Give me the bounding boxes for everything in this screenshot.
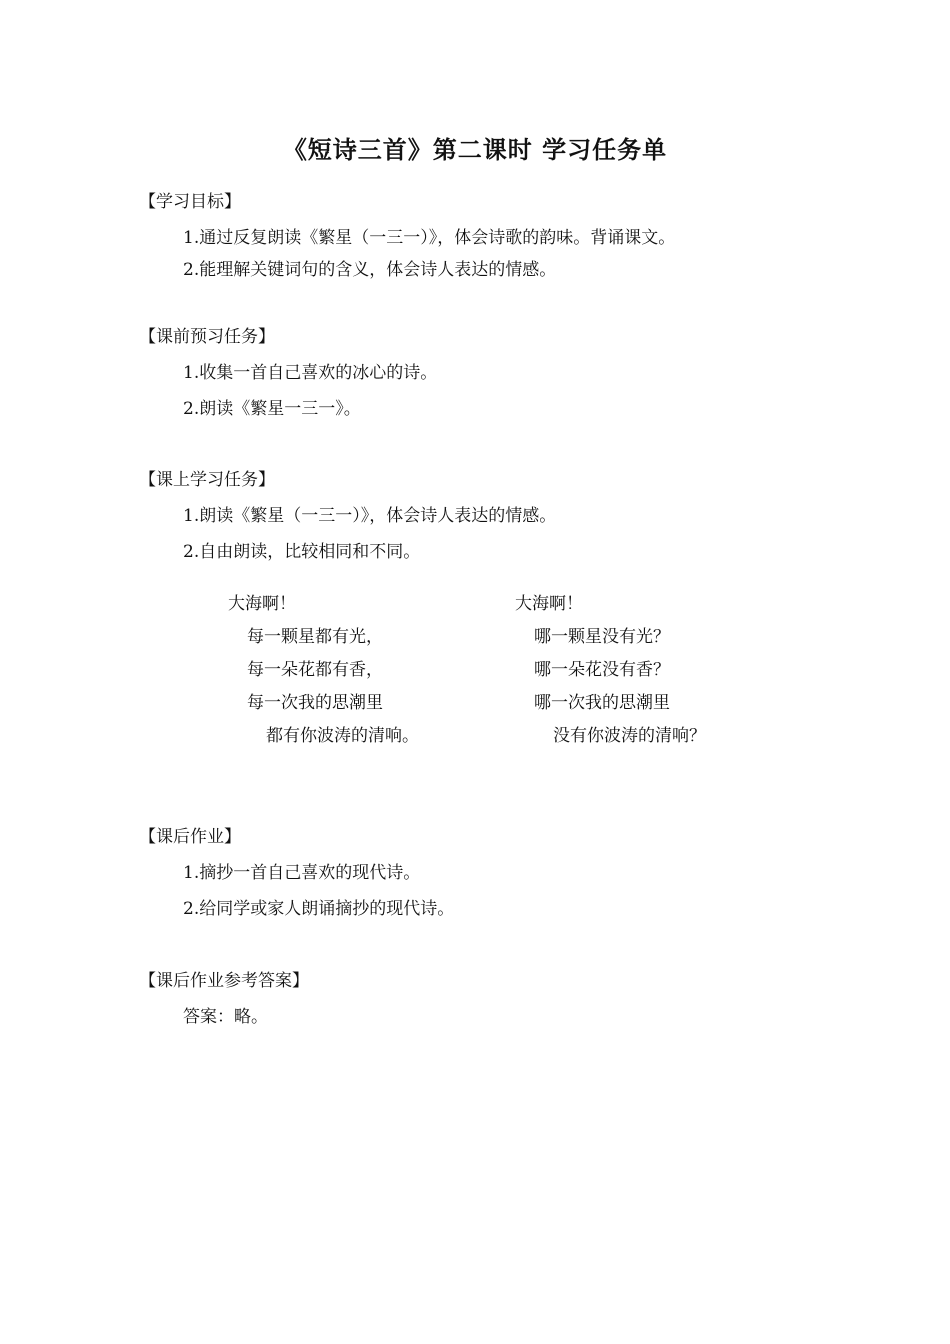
in-class-item-1: 1.朗读《繁星（一三一）》，体会诗人表达的情感。 [183,506,557,526]
objective-item-1: 1.通过反复朗读《繁星（一三一）》，体会诗歌的韵味。背诵课文。 [183,228,676,248]
poem-right-line-4: 哪一次我的思潮里 [534,693,670,713]
poem-left-line-4: 每一次我的思潮里 [247,693,383,713]
objectives-heading: 【学习目标】 [139,192,241,212]
homework-item-2: 2.给同学或家人朗诵摘抄的现代诗。 [183,899,455,919]
poem-right-line-3: 哪一朵花没有香？ [534,660,670,680]
poem-right-line-5: 没有你波涛的清响？ [553,726,706,746]
answers-text: 答案：略。 [183,1007,268,1027]
poem-left-line-1: 大海啊！ [228,594,296,614]
page-title: 《短诗三首》第二课时 学习任务单 [282,135,668,164]
preview-item-1: 1.收集一首自己喜欢的冰心的诗。 [183,363,438,383]
poem-left-line-5: 都有你波涛的清响。 [266,726,419,746]
homework-heading: 【课后作业】 [139,827,241,847]
answers-heading: 【课后作业参考答案】 [139,971,309,991]
poem-right-line-1: 大海啊！ [515,594,583,614]
poem-left-line-3: 每一朵花都有香， [247,660,383,680]
poem-left-line-2: 每一颗星都有光， [247,627,383,647]
in-class-heading: 【课上学习任务】 [139,470,275,490]
poem-right-line-2: 哪一颗星没有光？ [534,627,670,647]
objective-item-2: 2.能理解关键词句的含义，体会诗人表达的情感。 [183,260,557,280]
in-class-item-2: 2.自由朗读，比较相同和不同。 [183,542,421,562]
preview-heading: 【课前预习任务】 [139,327,275,347]
preview-item-2: 2.朗读《繁星一三一》。 [183,399,361,419]
homework-item-1: 1.摘抄一首自己喜欢的现代诗。 [183,863,421,883]
